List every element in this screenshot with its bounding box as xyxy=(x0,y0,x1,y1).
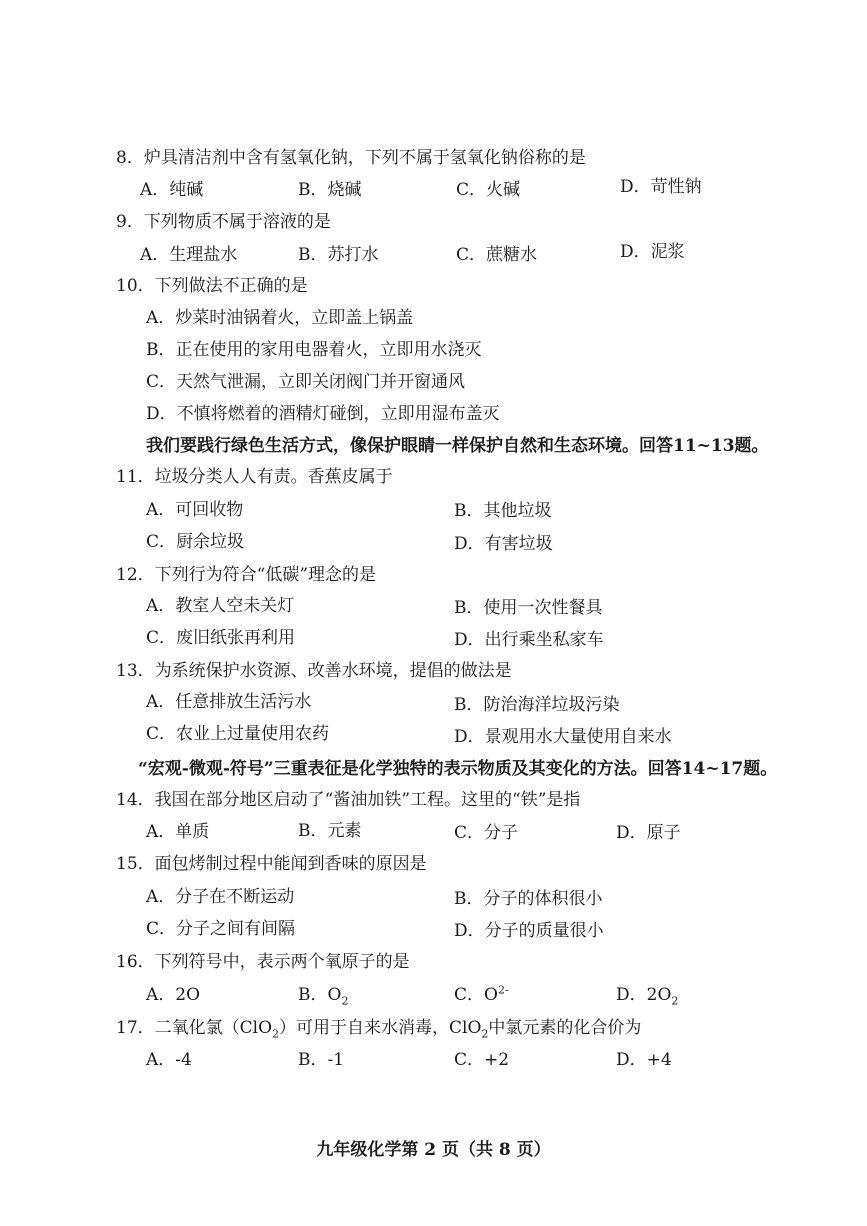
question-8-option-b: B．烧碱 xyxy=(298,180,362,200)
question-14-option-a: A．单质 xyxy=(146,822,210,842)
question-12-option-b: B．使用一次性餐具 xyxy=(454,598,603,618)
question-13-option-c: C．农业上过量使用农药 xyxy=(146,724,330,744)
question-14-option-d: D．原子 xyxy=(616,823,681,843)
question-9-option-a: A．生理盐水 xyxy=(140,245,238,265)
question-16-option-a: A．2O xyxy=(146,985,201,1005)
question-9-option-c: C．蔗糖水 xyxy=(456,245,538,265)
question-8-stem: 8．炉具清洁剂中含有氢氧化钠，下列不属于氢氧化钠俗称的是 xyxy=(116,148,586,168)
question-16-stem: 16．下列符号中，表示两个氧原子的是 xyxy=(116,952,410,972)
group-intro-14-17: “宏观-微观-符号”三重表征是化学独特的表示物质及其变化的方法。回答14~17题。 xyxy=(138,759,778,779)
question-13-option-a: A．任意排放生活污水 xyxy=(146,692,312,712)
question-17-stem: 17．二氧化氯（ClO$_2$）可用于自来水消毒，ClO$_2$中氯元素的化合价为 xyxy=(116,1018,642,1041)
question-9-option-d: D．泥浆 xyxy=(620,242,685,262)
question-10-option-b: B．正在使用的家用电器着火，立即用水浇灭 xyxy=(146,340,482,360)
question-17-option-d: D．+4 xyxy=(616,1050,672,1070)
question-15-option-d: D．分子的质量很小 xyxy=(454,921,604,941)
question-14-stem: 14．我国在部分地区启动了“酱油加铁”工程。这里的“铁”是指 xyxy=(116,790,581,810)
question-9-option-b: B．苏打水 xyxy=(298,245,379,265)
question-13-stem: 13．为系统保护水资源、改善水环境，提倡的做法是 xyxy=(116,661,512,681)
question-8-option-a: A．纯碱 xyxy=(140,180,204,200)
question-10-option-a: A．炒菜时油锅着火，立即盖上锅盖 xyxy=(146,308,414,328)
question-12-stem: 12．下列行为符合“低碳”理念的是 xyxy=(116,565,377,585)
question-10-option-d: D．不慎将燃着的酒精灯碰倒，立即用湿布盖灭 xyxy=(146,404,500,424)
question-11-option-d: D．有害垃圾 xyxy=(454,534,553,554)
question-14-option-b: B．元素 xyxy=(298,821,362,841)
question-9-stem: 9．下列物质不属于溶液的是 xyxy=(116,212,331,232)
question-17-option-b: B．-1 xyxy=(298,1050,345,1070)
question-14-option-c: C．分子 xyxy=(454,823,519,843)
group-intro-11-13: 我们要践行绿色生活方式，像保护眼睛一样保护自然和生态环境。回答11~13题。 xyxy=(146,436,769,456)
question-16-option-c: C．$O^{2-}$ xyxy=(454,983,509,1005)
question-13-option-d: D．景观用水大量使用自来水 xyxy=(454,727,672,747)
question-13-option-b: B．防治海洋垃圾污染 xyxy=(454,695,620,715)
question-11-stem: 11．垃圾分类人人有责。香蕉皮属于 xyxy=(116,467,393,487)
page-footer: 九年级化学第 2 页（共 8 页） xyxy=(316,1140,551,1160)
question-8-option-c: C．火碱 xyxy=(456,180,521,200)
question-12-option-d: D．出行乘坐私家车 xyxy=(454,630,604,650)
question-15-stem: 15．面包烤制过程中能闻到香味的原因是 xyxy=(116,854,427,874)
question-15-option-c: C．分子之间有间隔 xyxy=(146,919,296,939)
question-11-option-a: A．可回收物 xyxy=(146,500,244,520)
question-11-option-b: B．其他垃圾 xyxy=(454,501,552,521)
question-11-option-c: C．厨余垃圾 xyxy=(146,532,245,552)
question-12-option-a: A．教室人空未关灯 xyxy=(146,596,295,616)
question-8-option-d: D．苛性钠 xyxy=(620,177,702,197)
question-10-option-c: C．天然气泄漏，立即关闭阀门并开窗通风 xyxy=(146,372,466,392)
question-15-option-a: A．分子在不断运动 xyxy=(146,887,295,907)
question-10-stem: 10．下列做法不正确的是 xyxy=(116,276,308,296)
question-12-option-c: C．废旧纸张再利用 xyxy=(146,628,296,648)
question-17-option-c: C．+2 xyxy=(454,1050,510,1070)
question-16-option-d: D．$2O_2$ xyxy=(616,985,679,1008)
question-15-option-b: B．分子的体积很小 xyxy=(454,889,603,909)
question-17-option-a: A．-4 xyxy=(146,1050,192,1070)
question-16-option-b: B．$O_2$ xyxy=(298,985,349,1008)
